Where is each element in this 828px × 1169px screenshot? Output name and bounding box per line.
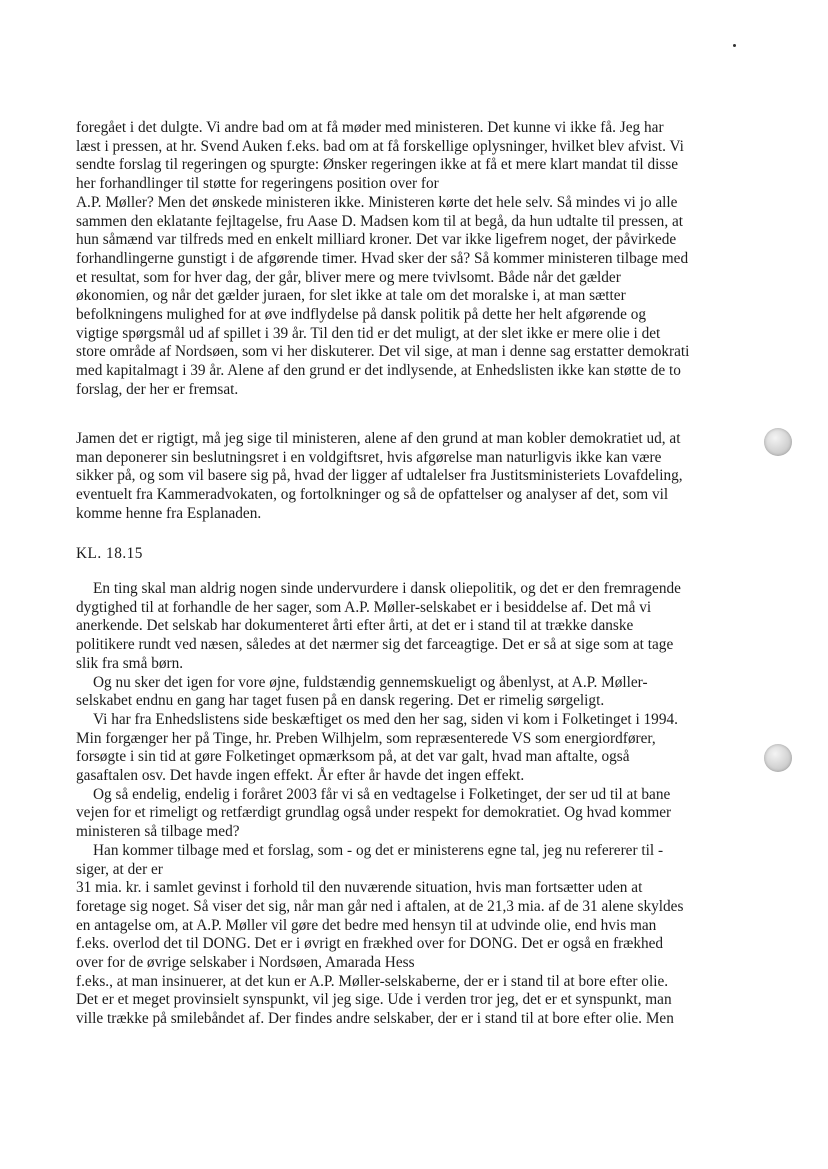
text-line: forslag, der her er fremsat. bbox=[76, 380, 239, 398]
text-line: ministeren så tilbage med? bbox=[76, 823, 240, 841]
text-line: over for de øvrige selskaber i Nordsøen, Amarada Hess bbox=[76, 954, 415, 972]
text-line: man deponerer sin beslutningsret i en voldgiftsret, hvis afgørelse man naturligvis ikke kan være bbox=[76, 448, 662, 466]
text-line: ville trække på smilebåndet af. Der findes andre selskaber, der er i stand til at bore efter olie. Men bbox=[76, 1010, 674, 1028]
stray-mark bbox=[733, 44, 736, 47]
text-line: En ting skal man aldrig nogen sinde undervurdere i dansk oliepolitik, og det er den fremragende bbox=[93, 580, 681, 597]
text-line: politikere rundt ved næsen, således at det nærmer sig det farceagtige. Det er så at sige som at tage bbox=[76, 636, 674, 654]
text-line: Vi har fra Enhedslistens side beskæftiget os med den her sag, siden vi kom i Folketinget i 1994. bbox=[93, 710, 678, 728]
text-line: med kapitalmagt i 39 år. Alene af den grund er det indlysende, at Enhedslisten ikke kan støtte de to bbox=[76, 362, 681, 380]
punch-hole-bottom bbox=[764, 744, 792, 772]
text-line: Det er et meget provinsielt synspunkt, vil jeg sige. Ude i verden tror jeg, det er et synspunkt, man bbox=[76, 991, 672, 1009]
text-line: f.eks. overlod det til DONG. Det er i øvrigt en frækhed over for DONG. Det er også en frækhed bbox=[76, 935, 664, 953]
text-line: 31 mia. kr. i samlet gevinst i forhold til den nuværende situation, hvis man fortsætter uden at bbox=[76, 879, 643, 897]
text-line: selskabet endnu en gang har taget fusen på en dansk regering. Det er rimelig sørgeligt. bbox=[76, 692, 605, 710]
text-line: foregået i det dulgte. Vi andre bad om at få møder med ministeren. Det kunne vi ikke få. Jeg har bbox=[76, 119, 664, 136]
text-line: en antagelse om, at A.P. Møller vil gøre det bedre med hensyn til at udvinde olie, end hvis man bbox=[76, 916, 657, 934]
text-line: her forhandlinger til støtte for regeringens position over for bbox=[76, 175, 439, 193]
paragraph-block-2 bbox=[76, 430, 762, 524]
text-line: Jamen det er rigtigt, må jeg sige til ministeren, alene af den grund at man kobler demokratiet ud, at bbox=[76, 430, 681, 447]
text-line: et resultat, som for hver dag, der går, bliver mere og mere tvivlsomt. Både når det gælder bbox=[76, 268, 621, 286]
text-line: dygtighed til at forhandle de her sager, som A.P. Møller-selskabet er i besiddelse af. Det må vi bbox=[76, 598, 652, 616]
text-line: sendte forslag til regeringen og spurgte: Ønsker regeringen ikke at få et mere klart mandat til disse bbox=[76, 156, 679, 174]
text-line: Og nu sker det igen for vore øjne, fuldstændig gennemskueligt og åbenlyst, at A.P. Møller- bbox=[93, 673, 648, 691]
text-line: A.P. Møller? Men det ønskede ministeren ikke. Ministeren kørte det hele selv. Så mindes vi jo alle bbox=[76, 193, 678, 211]
text-line: foretage sig noget. Så viser det sig, når man går ned i aftalen, at de 21,3 mia. af de 31 alene skyldes bbox=[76, 897, 684, 915]
paragraph-block-3 bbox=[76, 580, 762, 1029]
text-line: vigtige spørgsmål ud af spillet i 39 år. Til den tid er det muligt, at der slet ikke er mere olie i det bbox=[76, 324, 661, 342]
text-line: sammen den eklatante fejltagelse, fru Aase D. Madsen kom til at begå, da hun udtalte til pressen, at bbox=[76, 212, 684, 230]
text-line: komme henne fra Esplanaden. bbox=[76, 504, 262, 522]
text-line: store område af Nordsøen, som vi her diskuterer. Det vil sige, at man i denne sag erstatter demokrati bbox=[76, 343, 690, 361]
text-line: Han kommer tilbage med et forslag, som - og det er ministerens egne tal, jeg nu refererer til - bbox=[93, 841, 664, 859]
text-line: slik fra små børn. bbox=[76, 654, 184, 672]
punch-hole-top bbox=[764, 428, 792, 456]
time-stamp: KL. 18.15 bbox=[76, 545, 143, 562]
text-line: økonomien, og når det gælder juraen, for slet ikke at tale om det moralske i, at man sætter bbox=[76, 287, 626, 305]
text-line: forsøgte i sin tid at gøre Folketinget opmærksom på, at det var galt, hvad man aftalte, også bbox=[76, 748, 630, 766]
text-line: eventuelt fra Kammeradvokaten, og fortolkninger og så de opfattelser og analyser af det, som vil bbox=[76, 486, 669, 504]
text-line: befolkningens mulighed for at øve indflydelse på dansk politik på dette her helt afgørende og bbox=[76, 306, 647, 324]
text-line: Og så endelig, endelig i foråret 2003 får vi så en vedtagelse i Folketinget, der ser ud til at bane bbox=[93, 785, 671, 803]
text-line: gasaftalen osv. Det havde ingen effekt. År efter år havde det ingen effekt. bbox=[76, 767, 525, 785]
text-line: Min forgænger her på Tinge, hr. Preben Wilhjelm, som repræsenterede VS som energiordfører, bbox=[76, 729, 656, 747]
text-line: hun såmænd var tilfreds med en enkelt milliard kroner. Det var ikke ligefrem noget, der påvirkede bbox=[76, 231, 677, 249]
text-line: sikker på, og som vil basere sig på, hvad der ligger af udtalelser fra Justitsministeriets Lovafdeling, bbox=[76, 467, 683, 485]
text-line: læst i pressen, at hr. Svend Auken f.eks. bad om at få forskellige oplysninger, hvilket blev afvist. Vi bbox=[76, 137, 684, 155]
text-line: forhandlingerne gunstigt i de afgørende timer. Hvad sker der så? Så kommer ministeren tilbage med bbox=[76, 249, 689, 267]
text-line: vejen for et rimeligt og retfærdigt grundlag også under respekt for demokratiet. Og hvad kommer bbox=[76, 804, 672, 822]
text-line: siger, at der er bbox=[76, 860, 163, 878]
text-line: anerkende. Det selskab har dokumenteret årti efter årti, at det er i stand til at trække danske bbox=[76, 617, 634, 635]
text-line: f.eks., at man insinuerer, at det kun er A.P. Møller-selskaberne, der er i stand til at bore efter olie. bbox=[76, 972, 669, 990]
paragraph-block-1 bbox=[76, 119, 762, 400]
